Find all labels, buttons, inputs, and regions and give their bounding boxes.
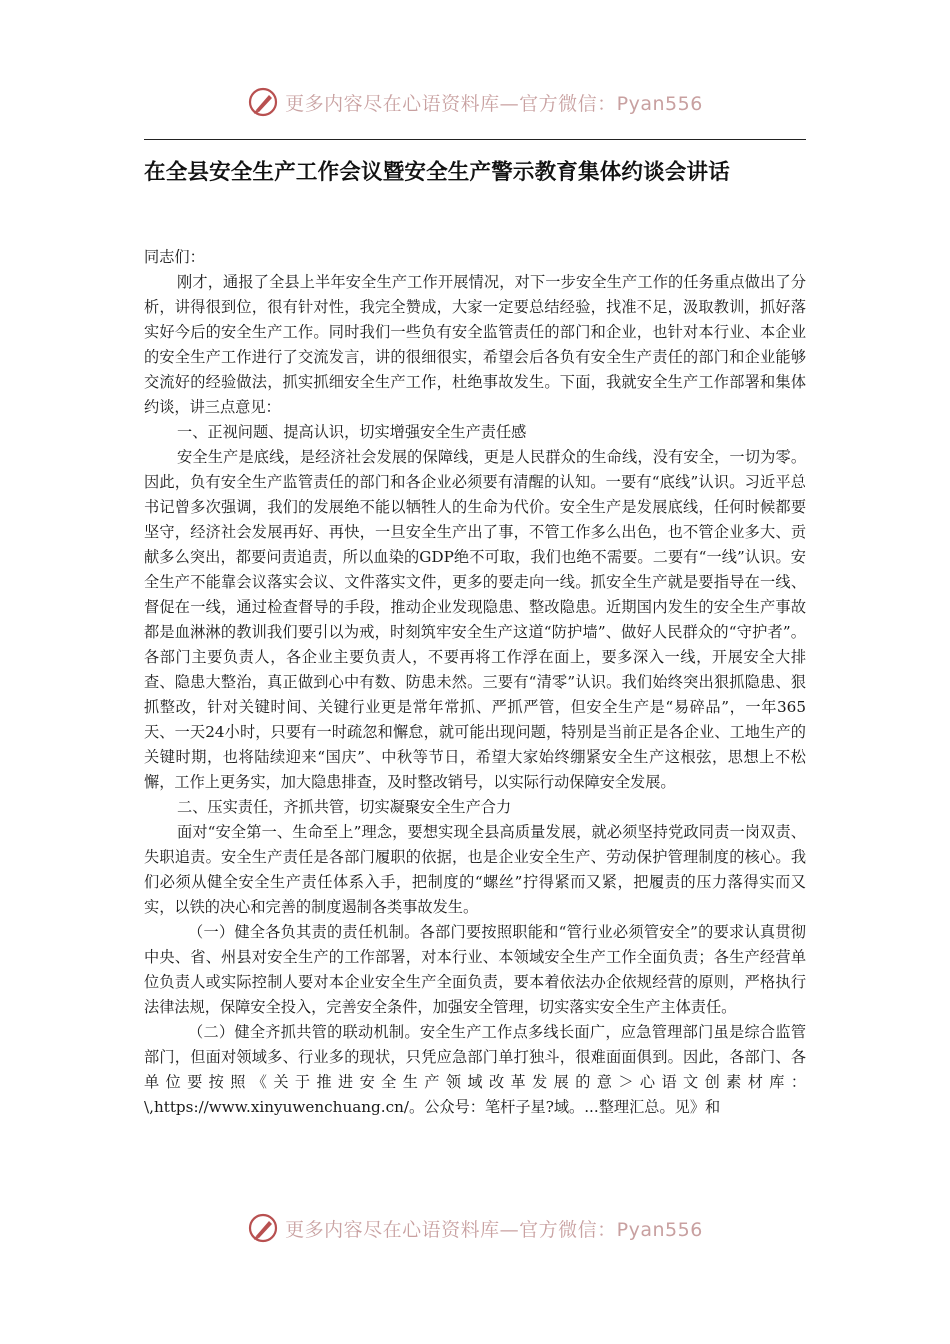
- paragraph-subsection-1: （一）健全各负其责的责任机制。各部门要按照职能和“管行业必须管安全”的要求认真贯彻中央、省、州县对安全生产的工作部署，对本行业、本领域安全生产工作全面负责；各生产经营单位负责人或实际控制人要对本企业安全生产全面负责，要本着依法办企依规经营的原则，严格执行法律法规，保障安全投入，完善安全条件，加强安全管理，切实落实安全生产主体责任。: [144, 923, 806, 1016]
- header-watermark-banner: [0, 84, 950, 120]
- banner-wechat-id: Pyan556: [616, 1218, 703, 1241]
- paragraph-section-1: 安全生产是底线，是经济社会发展的保障线，更是人民群众的生命线，没有安全，一切为零。因此，负有安全生产监管责任的部门和各企业必须要有清醒的认知。一要有“底线”认识。习近平总书记曾多次强调，我们的发展绝不能以牺牲人的生命为代价。安全生产是发展底线，任何时候都要坚守，经济社会发展再好、再快，一旦安全生产出了事，不管工作多么出色，也不管企业多大、贡献多么突出，都要问责追责，所以血染的GDP绝不可取，我们也绝不需要。二要有“一线”认识。安全生产不能靠会议落实会议、文件落实文件，更多的要走向一线。抓安全生产就是要指导在一线、督促在一线，通过检查督导的手段，推动企业发现隐患、整改隐患。近期国内发生的安全生产事故都是血淋淋的教训我们要引以为戒，时刻筑牢安全生产这道“防护墙”、做好人民群众的“守护者”。各部门主要负责人，各企业主要负责人，不要再将工作浮在面上，要多深入一线，开展安全大排查、隐患大整治，真正做到心中有数、防患未然。三要有“清零”认识。我们始终突出狠抓隐患、狠抓整改，针对关键时间、关键行业更是常年常抓、严抓严管，但安全生产是“易碎品”，一年365天、一天24小时，只要有一时疏忽和懈怠，就可能出现问题，特别是当前正是各企业、工地生产的关键时期，也将陆续迎来“国庆”、中秋等节日，希望大家始终绷紧安全生产这根弦，思想上不松懈，工作上更务实，加大隐患排查，及时整改销号，以实际行动保障安全发展。: [144, 448, 806, 791]
- section-heading-2: 二、压实责任，齐抓共管，切实凝聚安全生产合力: [177, 798, 512, 816]
- paragraph-subsection-2: （二）健全齐抓共管的联动机制。安全生产工作点多线长面广，应急管理部门虽是综合监管部门，但面对领域多、行业多的现状，只凭应急部门单打独斗，很难面面俱到。因此，各部门、各单位要按照《关于推进安全生产领域改革发展的意＞心语文创素材库：\,https://www.xinyuwenchuang.cn/。公众号：笔杆子星?域。...整理汇总。见》和: [144, 1023, 806, 1116]
- banner-wechat-id: Pyan556: [616, 92, 703, 115]
- paragraph-intro: 刚才，通报了全县上半年安全生产工作开展情况，对下一步安全生产工作的任务重点做出了分析，讲得很到位，很有针对性，我完全赞成，大家一定要总结经验，找准不足，汲取教训，抓好落实好今后的安全生产工作。同时我们一些负有安全监管责任的部门和企业，也针对本行业、本企业的安全生产工作进行了交流发言，讲的很细很实，希望会后各负有安全生产责任的部门和企业能够交流好的经验做法，抓实抓细安全生产工作，杜绝事故发生。下面，我就安全生产工作部署和集体约谈，讲三点意见：: [144, 273, 806, 416]
- banner-text: 更多内容尽在心语资料库—官方微信：Pyan556: [285, 1218, 703, 1241]
- header-divider: [144, 139, 806, 140]
- banner-text: 更多内容尽在心语资料库—官方微信：Pyan556: [285, 92, 703, 115]
- pen-logo-icon: [247, 86, 279, 118]
- salutation: 同志们：: [144, 248, 205, 266]
- document-title: 在全县安全生产工作会议暨安全生产警示教育集体约谈会讲话: [144, 160, 730, 185]
- document-body: [144, 245, 806, 1120]
- paragraph-section-2: 面对“安全第一、生命至上”理念，要想实现全县高质量发展，就必须坚持党政同责一岗双责、失职追责。安全生产责任是各部门履职的依据，也是企业安全生产、劳动保护管理制度的核心。我们必须从健全安全生产责任体系入手，把制度的“螺丝”拧得紧而又紧，把履责的压力落得实而又实，以铁的决心和完善的制度遏制各类事故发生。: [144, 823, 806, 916]
- pen-logo-icon: [247, 1212, 279, 1244]
- section-heading-1: 一、正视问题、提高认识，切实增强安全生产责任感: [177, 423, 527, 441]
- footer-watermark-banner: [0, 1210, 950, 1246]
